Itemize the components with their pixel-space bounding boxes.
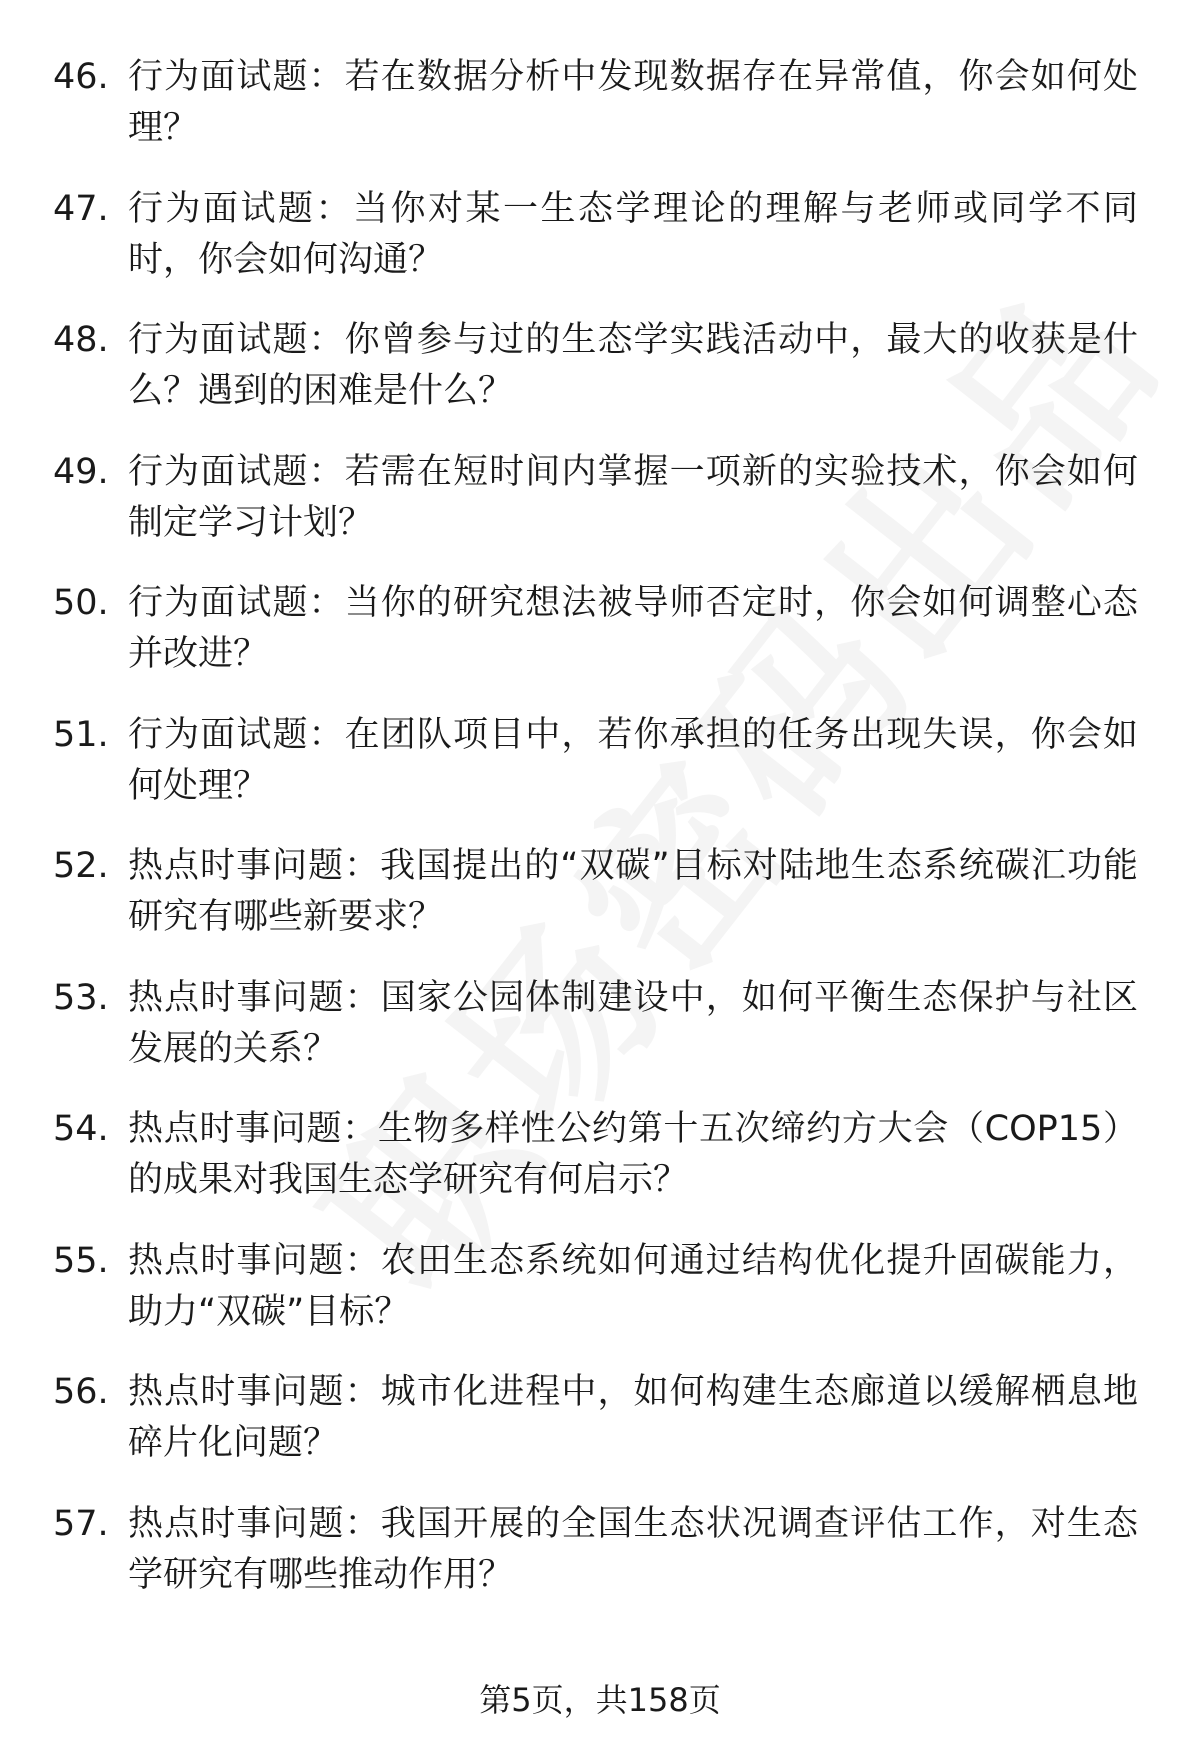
- question-item: [0, 841, 1200, 973]
- question-text: 行为面试题：若在数据分析中发现数据存在异常值，你会如何处理？: [128, 57, 1138, 148]
- question-text: 热点时事问题：我国提出的“双碳”目标对陆地生态系统碳汇功能研究有哪些新要求？: [128, 846, 1138, 937]
- question-number: 49.: [53, 451, 109, 492]
- question-text: 行为面试题：当你对某一生态学理论的理解与老师或同学不同时，你会如何沟通？: [128, 188, 1138, 280]
- question-number: 56.: [53, 1372, 109, 1412]
- question-text: 热点时事问题：城市化进程中，如何构建生态廊道以缓解栖息地碎片化问题？: [128, 1372, 1138, 1463]
- question-item: [0, 447, 1200, 579]
- question-item: [0, 1236, 1200, 1368]
- question-number: 55.: [53, 1240, 109, 1281]
- question-number: 54.: [53, 1109, 109, 1149]
- question-text: 行为面试题：若需在短时间内掌握一项新的实验技术，你会如何制定学习计划？: [128, 451, 1138, 543]
- question-number: 48.: [53, 320, 109, 360]
- question-text: 行为面试题：你曾参与过的生态学实践活动中，最大的收获是什么？遇到的困难是什么？: [128, 320, 1138, 411]
- question-number: 46.: [53, 57, 109, 97]
- question-text: 行为面试题：当你的研究想法被导师否定时，你会如何调整心态并改进？: [128, 583, 1138, 674]
- question-item: [0, 973, 1200, 1105]
- question-number: 57.: [53, 1503, 109, 1544]
- question-number: 50.: [53, 583, 109, 623]
- question-text: 热点时事问题：国家公园体制建设中，如何平衡生态保护与社区发展的关系？: [128, 977, 1138, 1069]
- question-number: 47.: [53, 188, 109, 229]
- question-list: [0, 52, 1200, 1630]
- question-item: [0, 1104, 1200, 1236]
- question-text: 热点时事问题：我国开展的全国生态状况调查评估工作，对生态学研究有哪些推动作用？: [128, 1503, 1138, 1595]
- page-footer: 第5页，共158页: [479, 1681, 721, 1719]
- question-number: 53.: [53, 977, 109, 1018]
- question-item: [0, 1367, 1200, 1499]
- question-item: [0, 710, 1200, 842]
- question-text: 热点时事问题：农田生态系统如何通过结构优化提升固碳能力，助力“双碳”目标？: [128, 1240, 1138, 1332]
- question-item: [0, 184, 1200, 316]
- question-number: 52.: [53, 846, 109, 886]
- question-item: [0, 52, 1200, 184]
- question-item: [0, 1499, 1200, 1631]
- question-item: [0, 315, 1200, 447]
- question-item: [0, 578, 1200, 710]
- question-text: 行为面试题：在团队项目中，若你承担的任务出现失误，你会如何处理？: [128, 714, 1138, 806]
- question-number: 51.: [53, 714, 109, 755]
- question-text: 热点时事问题：生物多样性公约第十五次缔约方大会（COP15）的成果对我国生态学研究有何启示？: [128, 1109, 1138, 1200]
